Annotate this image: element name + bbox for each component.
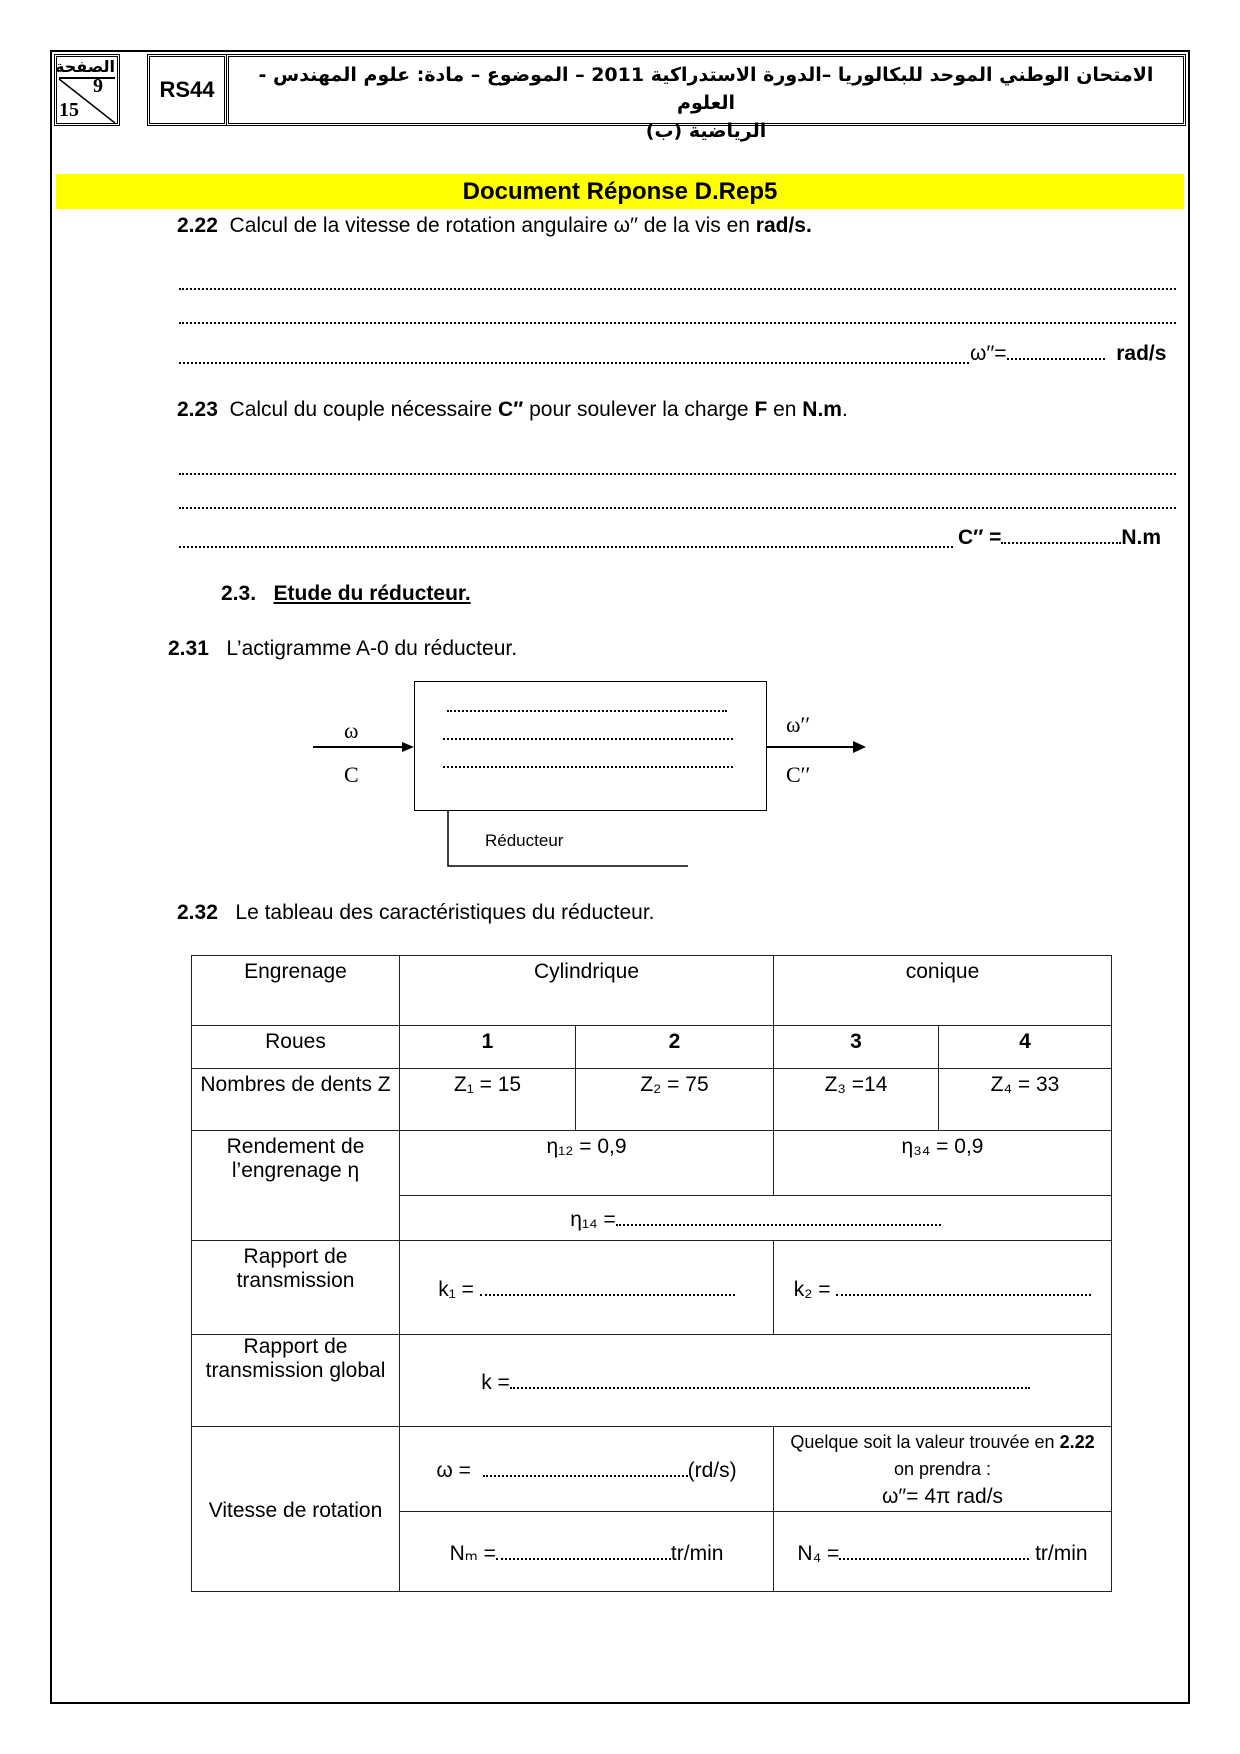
question-text: Le tableau des caractéristiques du réducteur. [235,901,655,924]
omega-unit: (rd/s) [687,1459,737,1482]
teeth-z1: Z₁ = 15 [400,1069,576,1131]
input-arrowhead [402,742,414,752]
note-value: ω′′= 4π rad/s [881,1485,1004,1508]
label-rapport: Rapport de transmission [192,1241,400,1335]
output-omega: ω′′ [786,712,811,737]
output-arrowhead [853,741,866,753]
question-text: en [767,398,803,421]
page-total: 15 [59,99,79,121]
couple-answer [958,526,1161,550]
nm-unit: tr/min [670,1542,724,1565]
note-text: Quelque soit la valeur trouvée en [790,1432,1060,1452]
symbol: ω′′ [613,214,638,237]
label-roues: Roues [192,1026,400,1069]
question-text: Calcul du couple nécessaire [229,398,499,421]
symbol: F [754,398,768,421]
page-label: الصفحة [59,57,115,79]
symbol: C′′ [498,398,524,421]
note-text: on prendra : [893,1459,992,1479]
label-rapport-global: Rapport de transmission global [192,1335,400,1427]
header-cylindrique: Cylindrique [400,956,774,1026]
note-ref: 2.22 [1059,1432,1095,1452]
exam-code: RS44 [147,54,227,126]
question-2-32 [177,901,655,925]
punctuation: . [841,398,848,421]
reducer-table [191,955,1112,1592]
eta-14-label: η₁₄ = [570,1208,616,1231]
answer-label: ω′′= [970,342,1007,365]
eta-14-cell[interactable] [400,1196,1112,1241]
exam-title [226,54,1186,142]
wheel-2: 2 [576,1026,774,1069]
omega-cell[interactable] [400,1427,774,1512]
question-text: L’actigramme A-0 du réducteur. [226,637,518,660]
document-banner: Document Réponse D.Rep5 [56,174,1184,209]
note-cell [774,1427,1112,1512]
question-2-23 [177,398,848,422]
teeth-z3: Z₃ =14 [774,1069,939,1131]
question-number: 2.31 [168,637,209,660]
omega-answer [970,342,1166,366]
exam-title-line2: الرياضية (ب) [645,120,767,142]
section-title: Etude du réducteur. [273,582,471,605]
actigram-arrows [300,720,880,880]
header-engrenage: Engrenage [192,956,400,1026]
question-2-31 [168,637,517,661]
answer-line[interactable] [179,288,1176,290]
question-text: de la vis en [637,214,756,237]
answer-line[interactable] [179,322,1176,324]
section-2-3 [221,582,471,606]
k-label: k = [481,1370,510,1394]
answer-line[interactable] [179,473,1176,475]
k2-cell[interactable] [774,1241,1112,1335]
unit: N.m [802,398,842,421]
header-conique: conique [774,956,1112,1026]
omega-label: ω = [436,1459,471,1482]
teeth-z4: Z₄ = 33 [939,1069,1112,1131]
input-omega: ω [344,718,359,743]
k1-label: k₁ = [438,1277,474,1301]
support-label: Réducteur [485,831,564,850]
label-rendement: Rendement de l’engrenage η [192,1131,400,1241]
question-number: 2.22 [177,214,218,237]
teeth-z2: Z₂ = 75 [576,1069,774,1131]
eta-12: η₁₂ = 0,9 [400,1131,774,1196]
exam-title-line1: الامتحان الوطني الموحد للبكالوريا –الدورة الاستدراكية 2011 – الموضوع – مادة: علوم المهندس - العلوم [258,64,1154,114]
question-number: 2.23 [177,398,218,421]
support-bracket [448,811,688,866]
question-number: 2.32 [177,901,218,924]
n4-label: N₄ = [797,1541,840,1565]
question-text: Calcul de la vitesse de rotation angulaire [229,214,614,237]
wheel-3: 3 [774,1026,939,1069]
label-dents: Nombres de dents Z [192,1069,400,1131]
k2-label: k₂ = [793,1277,831,1301]
wheel-1: 1 [400,1026,576,1069]
answer-unit: rad/s [1116,342,1167,365]
k-cell[interactable] [400,1335,1112,1427]
question-2-22 [177,214,812,238]
label-vitesse: Vitesse de rotation [192,1427,400,1592]
output-couple: C′′ [786,762,811,787]
wheel-4: 4 [939,1026,1112,1069]
nm-cell[interactable] [400,1512,774,1592]
n4-cell[interactable] [774,1512,1112,1592]
k1-cell[interactable] [400,1241,774,1335]
answer-unit: N.m [1121,526,1162,549]
page-number-box [54,54,120,126]
nm-label: Nₘ = [449,1542,496,1565]
unit: rad/s. [755,214,812,237]
function-line[interactable] [447,710,727,712]
answer-line[interactable] [179,507,1176,509]
page-number: 9 [93,75,103,97]
n4-unit: tr/min [1035,1541,1088,1565]
answer-label: C′′ = [958,526,1002,549]
question-text: pour soulever la charge [523,398,755,421]
input-couple: C [344,762,359,787]
answer-line[interactable] [179,362,969,364]
eta-34: η₃₄ = 0,9 [774,1131,1112,1196]
section-number: 2.3. [221,582,257,605]
answer-line[interactable] [179,546,953,548]
